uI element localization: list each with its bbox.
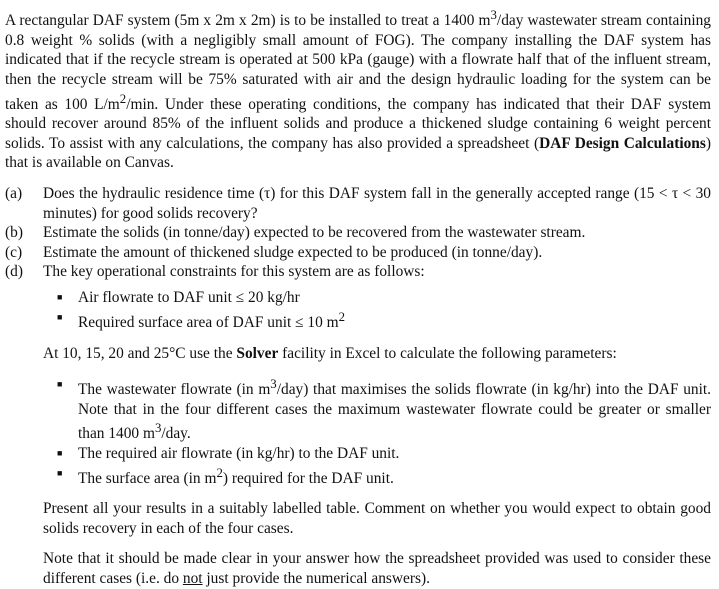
intro-sup-1: 3 [490, 8, 497, 22]
intro-text-4: ) that is available on Canvas. [5, 134, 711, 172]
note-text-1: Note that it should be made clear in your answer how the spreadsheet provided was used to consider these different cases (i.e. do [43, 550, 711, 587]
note-paragraph [43, 549, 711, 588]
constraint-text [78, 288, 711, 308]
intro-text-3: /min. Under these operating conditions, the company has indicated that their DAF system should recover around 85% of the influent solids and produce a thickened sludge containing 6 weight percent solids. To assist with any calculations, the company has also provided a spreadsheet ( [5, 95, 711, 152]
question-text: The key operational constraints for this system are as follows: [43, 263, 425, 281]
list-item [57, 375, 711, 444]
question-label: (c) [5, 243, 23, 261]
solver-text-2: facility in Excel to calculate the following parameters: [278, 345, 617, 363]
question-label: (b) [5, 224, 23, 242]
param-sup: 3 [270, 376, 277, 391]
param-text: /day. [161, 425, 191, 443]
bullet-icon: ■ [57, 311, 63, 322]
solver-instruction [43, 344, 711, 364]
question-label: (a) [5, 185, 23, 202]
parameter-air: The required air flowrate (in kg/hr) to the DAF unit. [78, 444, 400, 462]
param-sup: 3 [154, 421, 162, 436]
list-item [57, 444, 711, 464]
spreadsheet-name: DAF Design Calculations [539, 134, 706, 152]
param-text: The surface area (in m [78, 469, 217, 487]
question-text: Does the hydraulic residence time (τ) for this DAF system fall in the generally accepted range (15 < τ < 30 minutes) for good solids recovery? [43, 185, 711, 222]
bullet-icon: ■ [57, 467, 63, 478]
parameter-area [78, 464, 711, 489]
list-item [57, 308, 711, 333]
bullet-icon: ■ [57, 291, 63, 302]
question-a [5, 184, 711, 223]
question-d [5, 262, 711, 282]
param-text: /day) that maximises the solids flowrate (in kg/hr) into the DAF unit. Note that in the four different cases the maximum wastewater flowrate could be greater or smaller than 1400 m [78, 381, 711, 443]
constraint-area: Required surface area of DAF unit ≤ 10 m [78, 313, 339, 331]
parameters-list [57, 375, 711, 488]
constraint-air: Air flowrate to DAF unit ≤ 20 kg/hr [78, 288, 300, 306]
note-text-2: just provide the numerical answers). [202, 570, 430, 587]
param-text: ) required for the DAF unit. [222, 469, 394, 487]
param-text: The wastewater flowrate (in m [78, 381, 271, 398]
list-item [57, 288, 711, 308]
constraint-text [78, 308, 711, 333]
question-c [5, 243, 711, 263]
bullet-icon: ■ [57, 378, 63, 389]
present-results-paragraph: Present all your results in a suitably labelled table. Comment on whether you would expect to obtain good solids recovery in each of the four cases. [43, 500, 711, 537]
intro-sup-2: 2 [119, 91, 127, 106]
intro-paragraph [5, 6, 711, 173]
parameter-flowrate [78, 375, 711, 444]
constraint-sup: 2 [338, 309, 346, 324]
bullet-icon: ■ [57, 447, 63, 458]
list-item [57, 464, 711, 489]
question-text: Estimate the amount of thickened sludge expected to be produced (in tonne/day). [43, 243, 543, 261]
param-sup: 2 [216, 465, 223, 480]
intro-text-2: /day wastewater stream containing 0.8 weight % solids (with a negligibly small amount of FOG). The company installing the DAF system has indicated that if the recycle stream is operated at 500 kPa (gauge) with a flowrate half that of the influent stream, then the recycle stream will be 75% saturated with air and the design hydraulic loading for the system can be taken as 100 L/m [5, 12, 711, 113]
question-text: Estimate the solids (in tonne/day) expected to be recovered from the wastewater stream. [43, 224, 586, 242]
question-label: (d) [5, 263, 23, 281]
question-b [5, 223, 711, 243]
constraints-list [57, 288, 711, 332]
note-emphasis: not [182, 570, 203, 587]
solver-keyword: Solver [236, 345, 279, 363]
intro-text-1: A rectangular DAF system (5m x 2m x 2m) is to be installed to treat a 1400 m [5, 12, 491, 30]
solver-text-1: At 10, 15, 20 and 25°C use the [43, 345, 237, 363]
